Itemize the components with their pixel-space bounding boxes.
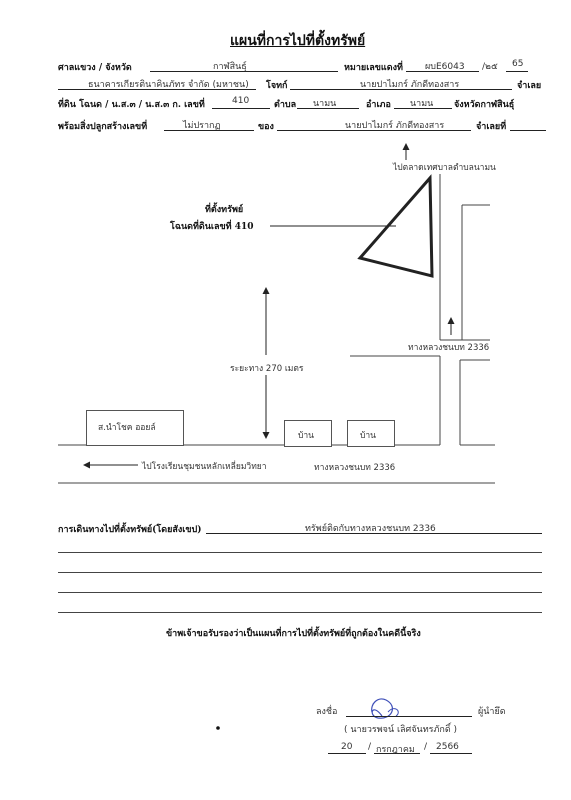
subdistrict-value: นามน — [313, 99, 337, 109]
court-value: กาฬสินธุ์ — [213, 62, 247, 72]
case-slash: /๒๕ — [482, 62, 498, 72]
owner-label: ของ — [258, 122, 274, 132]
house1-label: บ้าน — [298, 431, 314, 441]
province-label: จังหวัดกาฬสินธุ์ — [454, 100, 515, 110]
sign-month: กรกฎาคม — [376, 745, 415, 755]
plaintiff-value: ธนาคารเกียรตินาคินภัทร จำกัด (มหาชน) — [88, 80, 249, 90]
date-slash: / — [368, 742, 372, 752]
property-title: ที่ตั้งทรัพย์ — [205, 205, 244, 215]
defendant-value: นายปาไมกร์ ภักดีทองสาร — [360, 80, 460, 90]
highway-bottom-label: ทางหลวงชนบท 2336 — [314, 463, 396, 473]
sign-year: 2566 — [436, 742, 459, 752]
district-value: นามน — [410, 99, 434, 109]
shop-label: ส.นำโชค ออยล์ — [98, 423, 156, 433]
deed-value: 410 — [232, 96, 250, 106]
property-deed-text: โฉนดที่ดินเลขที่ 410 — [170, 222, 254, 232]
case-number: ผบE6043 — [425, 62, 465, 72]
highway-vertical-label: ทางหลวงชนบท 2336 — [408, 343, 490, 353]
house2-label: บ้าน — [360, 431, 376, 441]
defendant-label: จำเลย — [517, 81, 542, 91]
signer-name: ( นายวรพจน์ เลิศจันทรภักดิ์ ) — [344, 725, 458, 735]
certify-text: ข้าพเจ้าขอรับรองว่าเป็นแผนที่การไปที่ตั้งทรัพย์ที่ถูกต้องในคดีนี้จริง — [166, 629, 421, 639]
date-slash: / — [424, 742, 428, 752]
page-title: แผนที่การไปที่ตั้งทรัพย์ — [230, 33, 366, 49]
sign-day: 20 — [341, 742, 353, 752]
to-market-label: ไปตลาดเทศบาลตำบลนามน — [393, 160, 496, 174]
signer-role: ผู้นำยึด — [478, 707, 506, 717]
directions-value: ทรัพย์ติดกับทางหลวงชนบท 2336 — [305, 524, 436, 534]
subdistrict-label: ตำบล — [274, 100, 297, 110]
defendant-no-label: จำเลยที่ — [476, 122, 507, 132]
owner-value: นายปาไมกร์ ภักดีทองสาร — [345, 121, 445, 131]
sign-label: ลงชื่อ — [316, 707, 338, 717]
plaintiff-label: โจทก์ — [266, 81, 288, 91]
deed-label: ที่ดิน โฉนด / น.ส.๓ / น.ส.๓ ก. เลขที่ — [58, 100, 205, 110]
building-label: พร้อมสิ่งปลูกสร้างเลขที่ — [58, 122, 148, 132]
directions-label: การเดินทางไปที่ตั้งทรัพย์(โดยสังเขป) — [58, 525, 202, 535]
district-label: อำเภอ — [366, 100, 391, 110]
case-label: หมายเลขแดงที่ — [344, 63, 403, 73]
court-label: ศาลแขวง / จังหวัด — [58, 63, 132, 73]
building-value: ไม่ปรากฏ — [183, 121, 221, 131]
to-school-label: ไปโรงเรียนชุมชนหลักเหลี่ยมวิทยา — [142, 462, 267, 472]
distance-label: ระยะทาง 270 เมตร — [228, 361, 305, 375]
case-year: 65 — [512, 59, 524, 69]
